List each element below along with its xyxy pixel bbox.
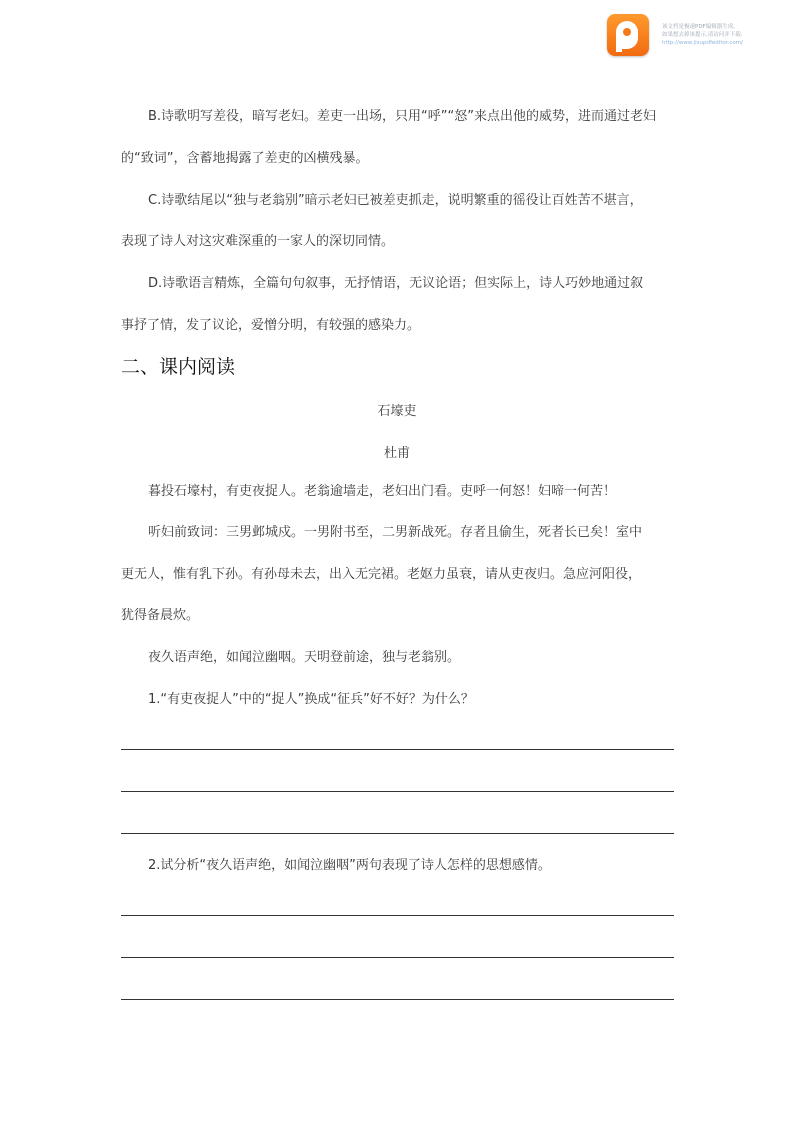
option-c-line-2: 表现了诗人对这灾难深重的一家人的深切同情。: [121, 234, 395, 249]
question-2: 2.试分析“夜久语声绝，如闻泣幽咽”两句表现了诗人怎样的思想感情。: [148, 858, 551, 873]
answer-line[interactable]: [121, 749, 674, 750]
section-heading: 二、课内阅读: [121, 356, 236, 378]
watermark-line-2: 如果想去掉该提示,请访问并下载:: [662, 32, 743, 38]
watermark-line-1: 该文档是极速PDF编辑器生成,: [662, 24, 735, 30]
pdf-editor-logo-icon: [607, 14, 649, 56]
question-1: 1.“有吏夜捉人”中的“捉人”换成“征兵”好不好？为什么？: [148, 692, 474, 707]
answer-line[interactable]: [121, 999, 674, 1000]
poem-paragraph-3: 夜久语声绝，如闻泣幽咽。天明登前途，独与老翁别。: [148, 650, 461, 665]
logo-p-stem: [616, 42, 622, 52]
option-b-line-1: B.诗歌明写差役，暗写老妇。差吏一出场，只用“呼”“怒”来点出他的威势，进而通过老妇: [148, 109, 656, 124]
option-c-line-1: C.诗歌结尾以“独与老翁别”暗示老妇已被差吏抓走，说明繁重的徭役让百姓苦不堪言，: [148, 193, 643, 208]
poem-paragraph-2-line-3: 犹得备晨炊。: [121, 608, 200, 623]
answer-line[interactable]: [121, 833, 674, 834]
option-b-line-2: 的“致词”，含蓄地揭露了差吏的凶横残暴。: [121, 151, 369, 166]
option-d-line-1: D.诗歌语言精炼，全篇句句叙事，无抒情语，无议论语；但实际上，诗人巧妙地通过叙: [148, 276, 644, 291]
poem-paragraph-2-line-1: 听妇前致词：三男邺城戍。一男附书至，二男新战死。存者且偷生，死者长已矣！室中: [148, 525, 643, 540]
answer-line[interactable]: [121, 957, 674, 958]
poem-paragraph-1: 暮投石壕村，有吏夜捉人。老翁逾墙走，老妇出门看。吏呼一何怒！妇啼一何苦！: [148, 484, 617, 499]
answer-line[interactable]: [121, 915, 674, 916]
poem-title: 石壕吏: [377, 404, 417, 419]
watermark-link[interactable]: http://www.jisupdfeditor.com/: [662, 40, 743, 46]
option-d-line-2: 事抒了情，发了议论，爱憎分明，有较强的感染力。: [121, 318, 421, 333]
answer-line[interactable]: [121, 791, 674, 792]
poem-author: 杜甫: [383, 446, 410, 461]
poem-paragraph-2-line-2: 更无人，惟有乳下孙。有孙母未去，出入无完裙。老妪力虽衰，请从吏夜归。急应河阳役，: [121, 567, 642, 582]
watermark-notice: [662, 23, 788, 47]
